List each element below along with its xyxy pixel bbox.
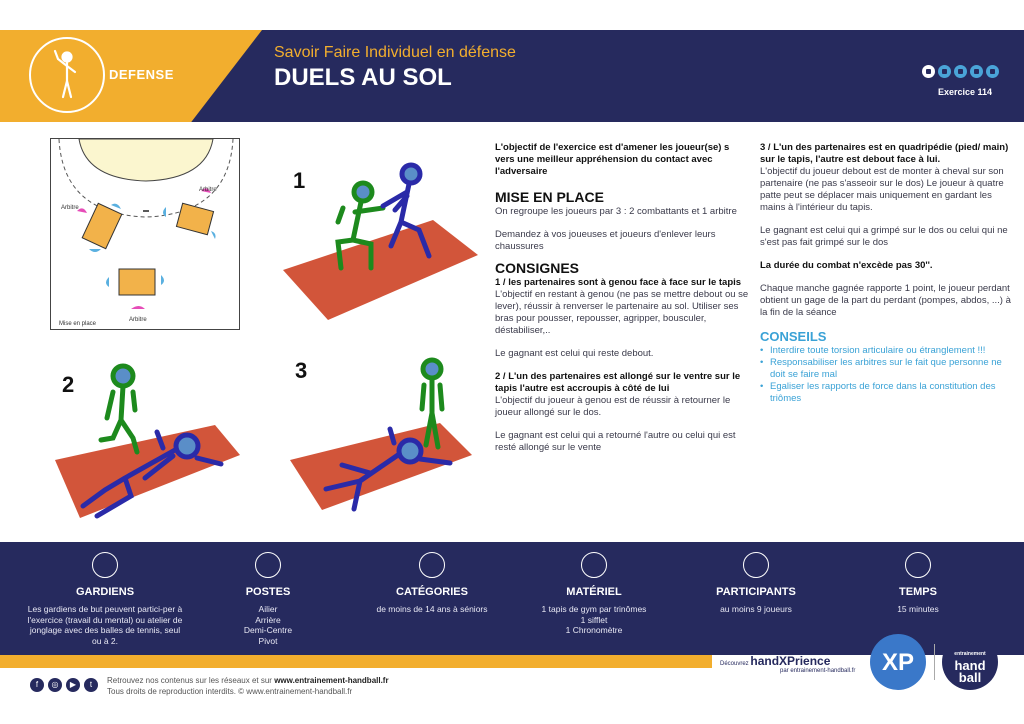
youtube-icon[interactable]: ▶ <box>66 678 80 692</box>
mise-en-place-text-2: Demandez à vos joueuses et joueurs d'enlever leurs chaussures <box>495 229 716 252</box>
group-icon <box>419 552 445 578</box>
twitter-icon[interactable]: t <box>84 678 98 692</box>
ball-icon <box>938 65 951 78</box>
postes-title: POSTES <box>245 586 291 598</box>
instructions-column-1 <box>495 142 750 465</box>
facebook-icon[interactable]: f <box>30 678 44 692</box>
difficulty-rating <box>922 65 999 78</box>
figure-number-3: 3 <box>295 358 308 383</box>
gardiens-block <box>24 552 186 646</box>
duration-text: La durée du combat n'excède pas 30''. <box>760 260 933 271</box>
gardiens-title: GARDIENS <box>75 586 135 598</box>
hb-mid-text: hand <box>954 658 986 673</box>
promo-brand: handXPrience <box>750 654 831 668</box>
court-positions-icon <box>255 552 281 578</box>
categories-block <box>362 552 502 615</box>
conseils-heading: CONSEILS <box>760 329 827 344</box>
consigne-2-winner: Le gagnant est celui qui a retourné l'autre ou celui qui est resté allongé sur le vente <box>495 430 736 453</box>
consigne-1-winner: Le gagnant est celui qui reste debout. <box>495 348 654 359</box>
handxp-logo <box>870 634 926 690</box>
mise-en-place-label: Mise en place <box>59 321 97 327</box>
figure-2-ground-duel <box>55 360 245 530</box>
intro-text: L'objectif de l'exercice est d'amener les joueur(se) s vers une meilleur appréhension du contact avec l'adversaire <box>495 142 730 177</box>
instagram-icon[interactable]: ◎ <box>48 678 62 692</box>
consigne-3-text: L'objectif du joueur debout est de monter à cheval sur son partenaire (ne pas s'asseoir sur le dos) Le joueur à quatre patte peut se déplacer mais uniquement en gardant les mains à l'intérieur du tapis. <box>760 166 1004 213</box>
temps-text: 15 minutes <box>897 604 939 614</box>
court-diagram <box>50 138 240 330</box>
conseil-item: • Responsabiliser les arbitres sur le fait que personne ne doit se faire mal <box>760 357 1012 381</box>
hb-top-text: entrainement <box>954 651 986 657</box>
logo-divider <box>934 644 935 680</box>
exercise-number: Exercice 114 <box>938 87 993 97</box>
instructions-column-2 <box>760 142 1012 405</box>
cone-icon <box>581 552 607 578</box>
consigne-1-title: 1 / les partenaires sont à genou face à face sur le tapis <box>495 277 742 288</box>
page-subtitle: Savoir Faire Individuel en défense <box>274 44 516 61</box>
consigne-1-text: L'objectif en restant à genou (ne pas se mettre debout ou se lever), réussir à renverser le partenaire au sol. Utiliser ses bras pour pousser, repousser, agripper, bousculer, déstabiliser,.. <box>495 289 749 336</box>
materiel-block <box>524 552 664 636</box>
footer-accent <box>0 655 712 668</box>
postes-item: Arrière <box>255 614 281 625</box>
defender-logo-icon <box>29 37 105 113</box>
conseils-list <box>760 345 1012 405</box>
materiel-item: 1 Chronomètre <box>565 625 623 635</box>
participants-block <box>696 552 816 615</box>
ball-icon <box>954 65 967 78</box>
rights-text: Tous droits de reproduction interdits. © www.entrainement-handball.fr <box>107 687 353 696</box>
networks-text: Retrouvez nos contenus sur les réseaux et sur <box>107 676 275 685</box>
ball-icon <box>986 65 999 78</box>
materiel-item: 1 sifflet <box>580 614 608 625</box>
players-icon <box>743 552 769 578</box>
ball-icon <box>922 65 935 78</box>
mise-en-place-heading: MISE EN PLACE <box>495 189 604 205</box>
points-text: Chaque manche gagnée rapporte 1 point, le joueur perdant obtient un gage de la part du perdant (pompes, abdos, ...) à la fin de la séance <box>760 283 1011 318</box>
materiel-item: 1 tapis de gym par trinômes <box>541 604 647 614</box>
participants-text: au moins 9 joueurs <box>720 604 792 614</box>
social-links <box>30 678 98 692</box>
arbitre-top-label: Arbitre <box>199 187 217 193</box>
promo-suffix: par entrainement-handball.fr <box>780 668 856 674</box>
promo-prefix: Découvrez <box>720 661 749 667</box>
category-label: DEFENSE <box>109 67 174 82</box>
conseil-item: • Egaliser les rapports de force dans la constitution des triômes <box>760 381 1012 405</box>
mise-en-place-text-1: On regroupe les joueurs par 3 : 2 combattants et 1 arbitre <box>495 206 737 217</box>
clock-icon <box>905 552 931 578</box>
goalkeeper-icon <box>92 552 118 578</box>
postes-item: Ailier <box>258 604 278 614</box>
arbitre-left-label: Arbitre <box>61 205 79 211</box>
temps-title: TEMPS <box>899 586 937 598</box>
categories-text: de moins de 14 ans à séniors <box>376 604 488 614</box>
postes-item: Pivot <box>258 635 278 646</box>
figure-number-2: 2 <box>62 372 75 397</box>
handxprience-promo[interactable] <box>720 654 855 674</box>
participants-title: PARTICIPANTS <box>716 586 796 598</box>
page-title: DUELS AU SOL <box>274 64 452 91</box>
materiel-title: MATÉRIEL <box>566 586 622 598</box>
entrainement-handball-logo <box>942 634 998 690</box>
consigne-3-winner: Le gagnant est celui qui a grimpé sur le dos ou celui qui ne s'est pas fait grimpé sur le dos <box>760 225 1008 248</box>
consigne-2-text: L'objectif du joueur à genou est de réussir à retourner le joueur allongé sur le dos. <box>495 395 731 418</box>
figure-number-1: 1 <box>293 168 306 193</box>
consignes-heading: CONSIGNES <box>495 260 580 276</box>
footer-copyright <box>107 675 389 697</box>
arbitre-bottom-label: Arbitre <box>129 317 147 323</box>
figure-3-quadruped-duel <box>290 355 480 520</box>
categories-title: CATÉGORIES <box>396 586 468 598</box>
consigne-3-title: 3 / L'un des partenaires est en quadripédie (pied/ main) sur le tapis, l'autre est debout face à lui. <box>760 142 1009 165</box>
postes-block <box>218 552 318 646</box>
hb-bot-text: ball <box>958 670 982 685</box>
gardiens-text: Les gardiens de but peuvent partici-per à l'exercice (travail du mental) ou atelier de jonglage avec des balles de tennis, seul ou à 2. <box>27 604 183 646</box>
ball-icon <box>970 65 983 78</box>
conseil-item: • Interdire toute torsion articulaire ou étranglement !!! <box>760 345 1012 357</box>
postes-item: Demi-Centre <box>243 625 293 635</box>
temps-block <box>858 552 978 615</box>
website-link[interactable]: www.entrainement-handball.fr <box>274 676 389 685</box>
figure-1-kneeling-duel <box>283 160 483 330</box>
xp-label: XP <box>881 649 914 676</box>
consigne-2-title: 2 / L'un des partenaires est allongé sur le ventre sur le tapis l'autre est accroupis à côté de lui <box>495 371 741 394</box>
